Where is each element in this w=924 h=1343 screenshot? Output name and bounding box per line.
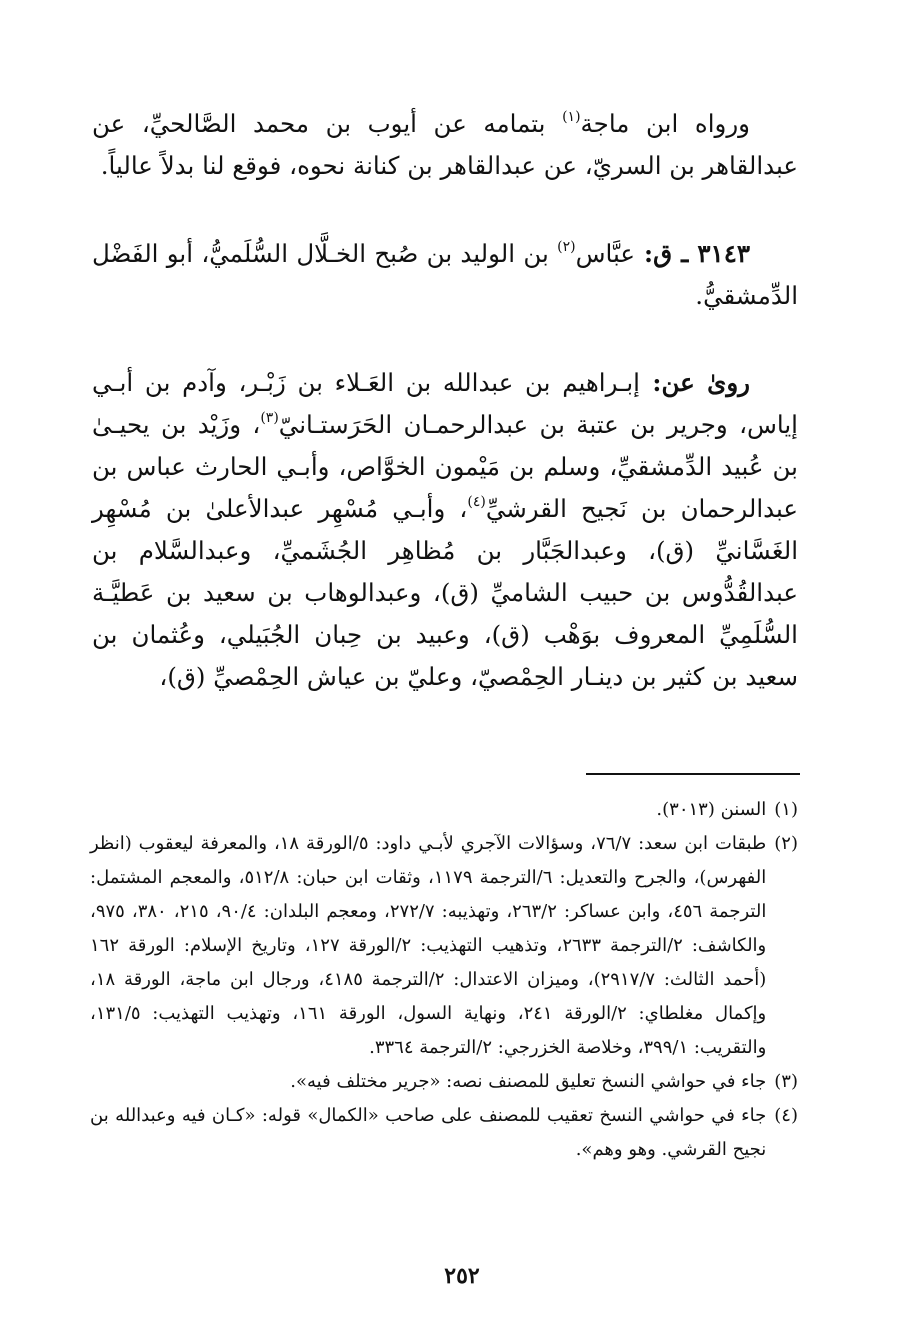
footnote-reference-1: (١) [562,109,581,125]
narrated-from-label: روىٰ عن: [639,368,750,397]
entry-name-rest: بن الوليد بن صُبح الخـلَّال السُّلَميُّ، أبو الفَضْل الدِّمشقيُّ. [92,239,798,310]
paragraph-text: ، وأبـي مُسْهِر عبدالأعلىٰ بن مُسْهِر الغَسَّانيِّ (ق)، وعبدالجَبَّار بن مُظاهِر الجُشَميِّ، وعبدالسَّلام بن عبدالقُدُّوس بن حبيب الشاميِّ (ق)، وعبدالوهاب بن سعيد بن عَطيَّـة السُّلَمِيِّ المعروف بوَهْب (ق)، وعبيد بن حِبان الجُبَيلي، وعُثمان بن سعيد بن كثير بن دينـار الحِمْصيّ، وعليّ بن عياش الحِمْصيِّ (ق)، [92,494,798,691]
entry-name: عبَّاس [575,239,636,268]
paragraph-text: ورواه ابن ماجة [580,109,750,138]
paragraph-text: إبـراهيم بن عبدالله بن العَـلاء بن زَبْـر، وآدم بن أبـي إياس، وجرير بن عتبة بن عبدالرحمـان الحَرَستـانيّ [92,368,798,439]
footnote-number: (٣) [774,1071,798,1092]
footnote-number: (٤) [774,1105,798,1126]
footnote-reference-3: (٣) [260,410,279,426]
page-number: ٢٥٢ [444,1263,480,1289]
footnote-2 [90,827,798,1065]
paragraph-text: بتمامه عن أيوب بن محمد الصَّالحيِّ، عن عبدالقاهر بن السريّ، عن عبدالقاهر بن كنانة نحوه، فوقع لنا بدلاً عالياً. [92,109,798,180]
footnote-text: جاء في حواشي النسخ تعقيب للمصنف على صاحب «الكمال» قوله: «كـان فيه وعبدالله بن نجيح القرشي. وهو وهم». [90,1105,767,1160]
footnote-text: السنن (٣٠١٣). [656,799,767,820]
footnote-1 [90,793,798,827]
narrated-from-paragraph [92,362,798,698]
footnote-number: (٢) [774,833,798,854]
footnote-reference-2: (٢) [557,239,576,255]
footnote-4 [90,1099,798,1167]
entry-heading-3143 [92,233,798,317]
entry-number: ٣١٤٣ ـ ق: [635,239,751,268]
footnote-reference-4: (٤) [467,494,486,510]
footnote-divider [586,773,800,775]
paragraph-text: ، وزَيْد بن يحيـىٰ بن عُبيد الدِّمشقيِّ، وسلم بن مَيْمون الخوَّاص، وأبـي الحارث عباس بن عبدالرحمان بن نَجيح القرشيِّ [92,410,798,523]
footnote-3 [90,1065,798,1099]
footnote-text: جاء في حواشي النسخ تعليق للمصنف نصه: «جرير مختلف فيه». [290,1071,767,1092]
footnote-number: (١) [774,799,798,820]
paragraph-ibn-majah-narration [92,103,798,187]
footnotes-section [90,793,798,1167]
footnote-text: طبقات ابن سعد: ٧٦/٧، وسؤالات الآجري لأبـي داود: ٥/الورقة ١٨، والمعرفة ليعقوب (انظر الفهرس)، والجرح والتعديل: ٦/الترجمة ١١٧٩، وثقات ابن حبان: ٥١٢/٨، والمعجم المشتمل: الترجمة ٤٥٦، وابن عساكر: ٢٦٣/٢، وتهذيبه: ٢٧٢/٧، ومعجم البلدان: ٩٠/٤، ٢١٥، ٣٨٠، ٩٧٥، والكاشف: ٢/الترجمة ٢٦٣٣، وتذهيب التهذيب: ٢/الورقة ١٢٧، وتاريخ الإسلام: الورقة ١٦٢ (أحمد الثالث: ٢٩١٧/٧)، وميزان الاعتدال: ٢/الترجمة ٤١٨٥، ورجال ابن ماجة، الورقة ١٨، وإكمال مغلطاي: ٢/الورقة ٢٤١، ونهاية السول، الورقة ١٦١، وتهذيب التهذيب: ١٣١/٥، والتقريب: ٣٩٩/١، وخلاصة الخزرجي: ٢/الترجمة ٣٣٦٤. [90,833,767,1058]
